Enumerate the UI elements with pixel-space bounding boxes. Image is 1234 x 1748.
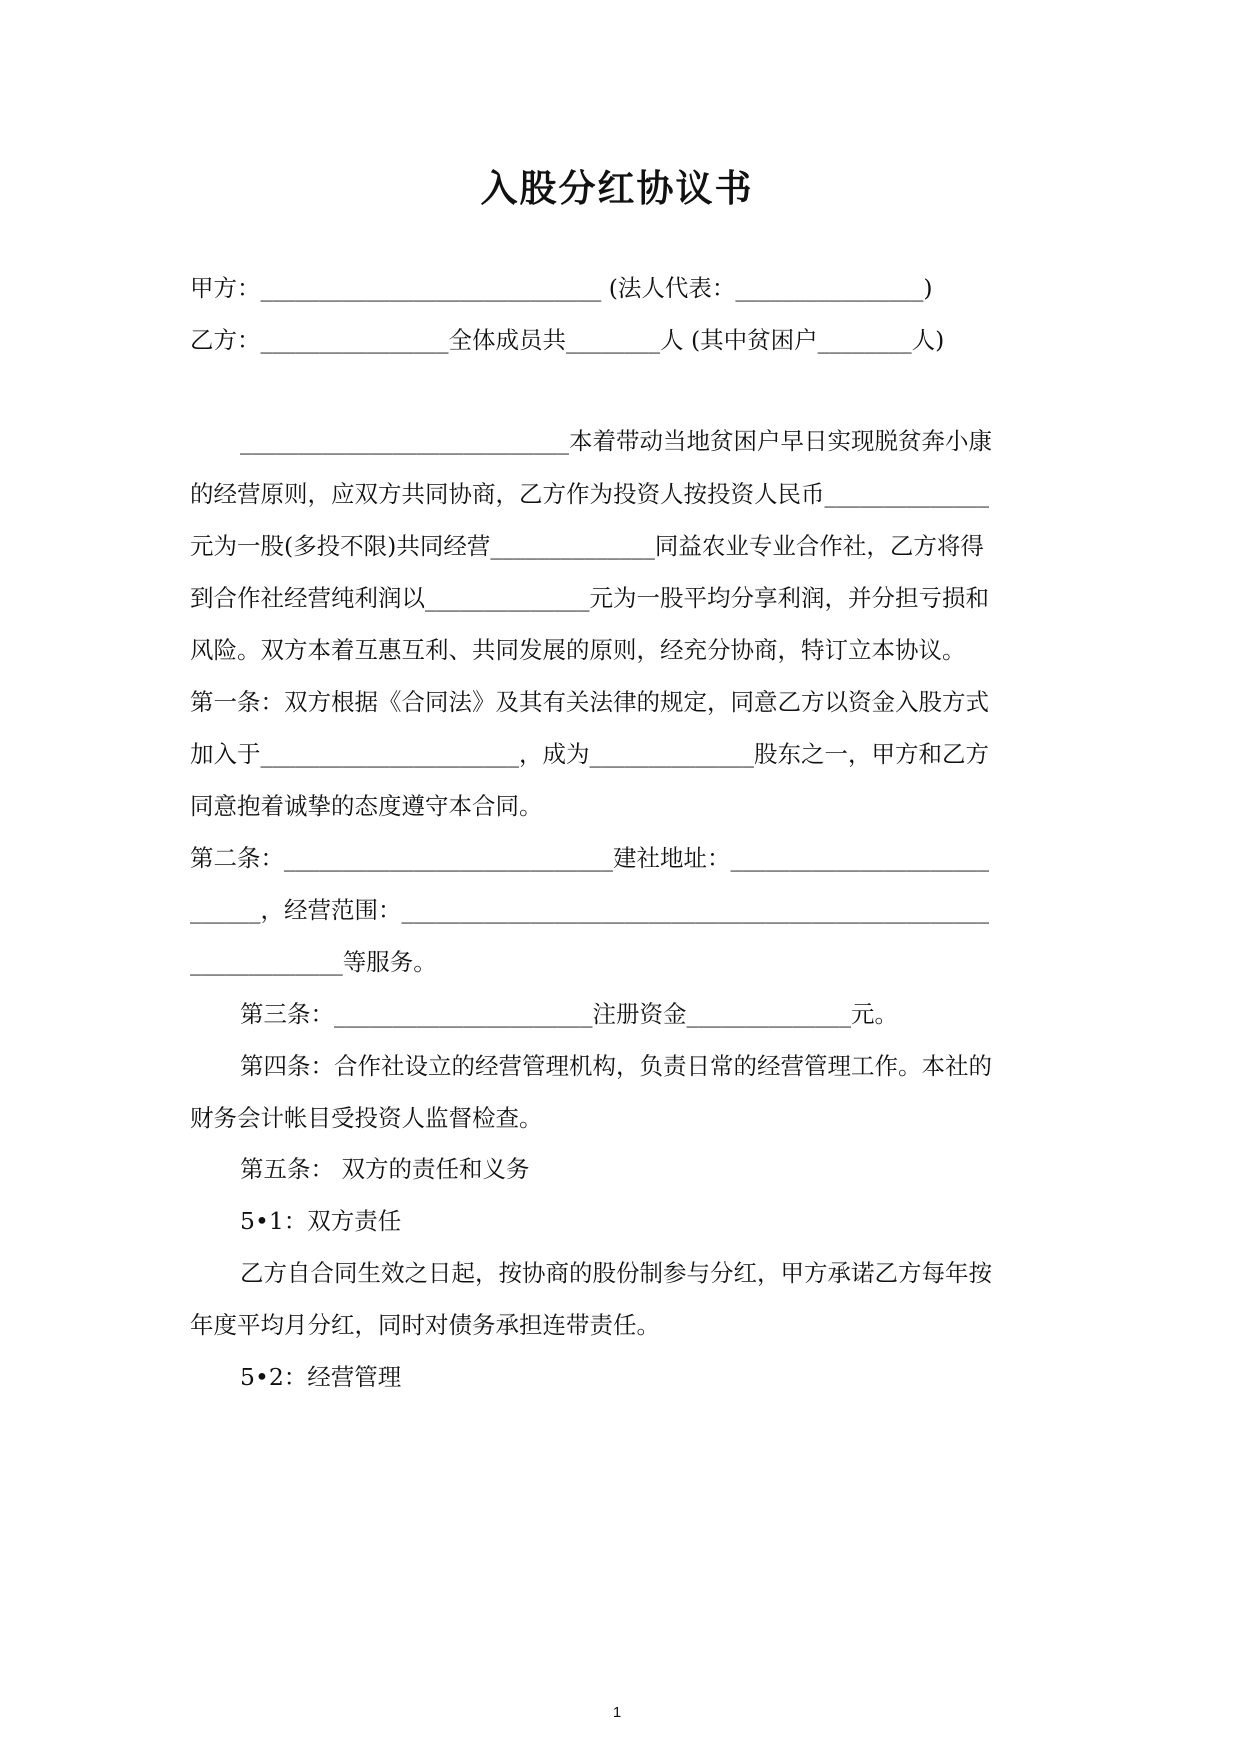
section-5-1-text: 年度平均月分红，同时对债务承担连带责任。 [190, 1311, 660, 1339]
preamble-line: 风险。双方本着互惠互利、共同发展的原则，经充分协商，特订立本协议。 [190, 636, 966, 664]
article-1-line: 加入于______________________，成为______________股东之一，甲方和乙方 [190, 740, 989, 768]
document-title: 入股分红协议书 [480, 167, 754, 210]
preamble-line: ____________________________本着带动当地贫困户早日实现脱贫奔小康 [240, 427, 992, 455]
preamble-line: 元为一股(多投不限)共同经营______________同益农业专业合作社，乙方将得 [190, 532, 984, 560]
section-5-2-heading: 5•2：经营管理 [240, 1363, 402, 1391]
preamble-line: 的经营原则，应双方共同协商，乙方作为投资人按投资人民币______________ [190, 480, 989, 508]
section-5-1-heading: 5•1：双方责任 [240, 1207, 402, 1235]
article-2-line: ______，经营范围：__________________________________________________ [190, 896, 989, 924]
section-5-1-text: 乙方自合同生效之日起，按协商的股份制参与分红，甲方承诺乙方每年按 [240, 1259, 992, 1287]
party-a-line: 甲方：_____________________________ (法人代表：________________) [190, 274, 933, 302]
article-2-line: _____________等服务。 [190, 948, 437, 976]
article-3-line: 第三条：______________________注册资金______________元。 [240, 1000, 898, 1028]
party-b-line: 乙方：________________全体成员共________人 (其中贫困户________人) [190, 326, 945, 354]
article-4-line: 第四条：合作社设立的经营管理机构，负责日常的经营管理工作。本社的 [240, 1052, 992, 1080]
article-1-line: 同意抱着诚挚的态度遵守本合同。 [190, 792, 543, 820]
article-1-line: 第一条：双方根据《合同法》及其有关法律的规定，同意乙方以资金入股方式 [190, 688, 989, 716]
article-5-heading: 第五条： 双方的责任和义务 [240, 1155, 530, 1183]
article-2-line: 第二条：____________________________建社地址：______________________ [190, 844, 989, 872]
article-4-line: 财务会计帐目受投资人监督检查。 [190, 1104, 543, 1132]
preamble-line: 到合作社经营纯利润以______________元为一股平均分享利润，并分担亏损和 [190, 584, 989, 612]
page-number: 1 [612, 1704, 622, 1721]
